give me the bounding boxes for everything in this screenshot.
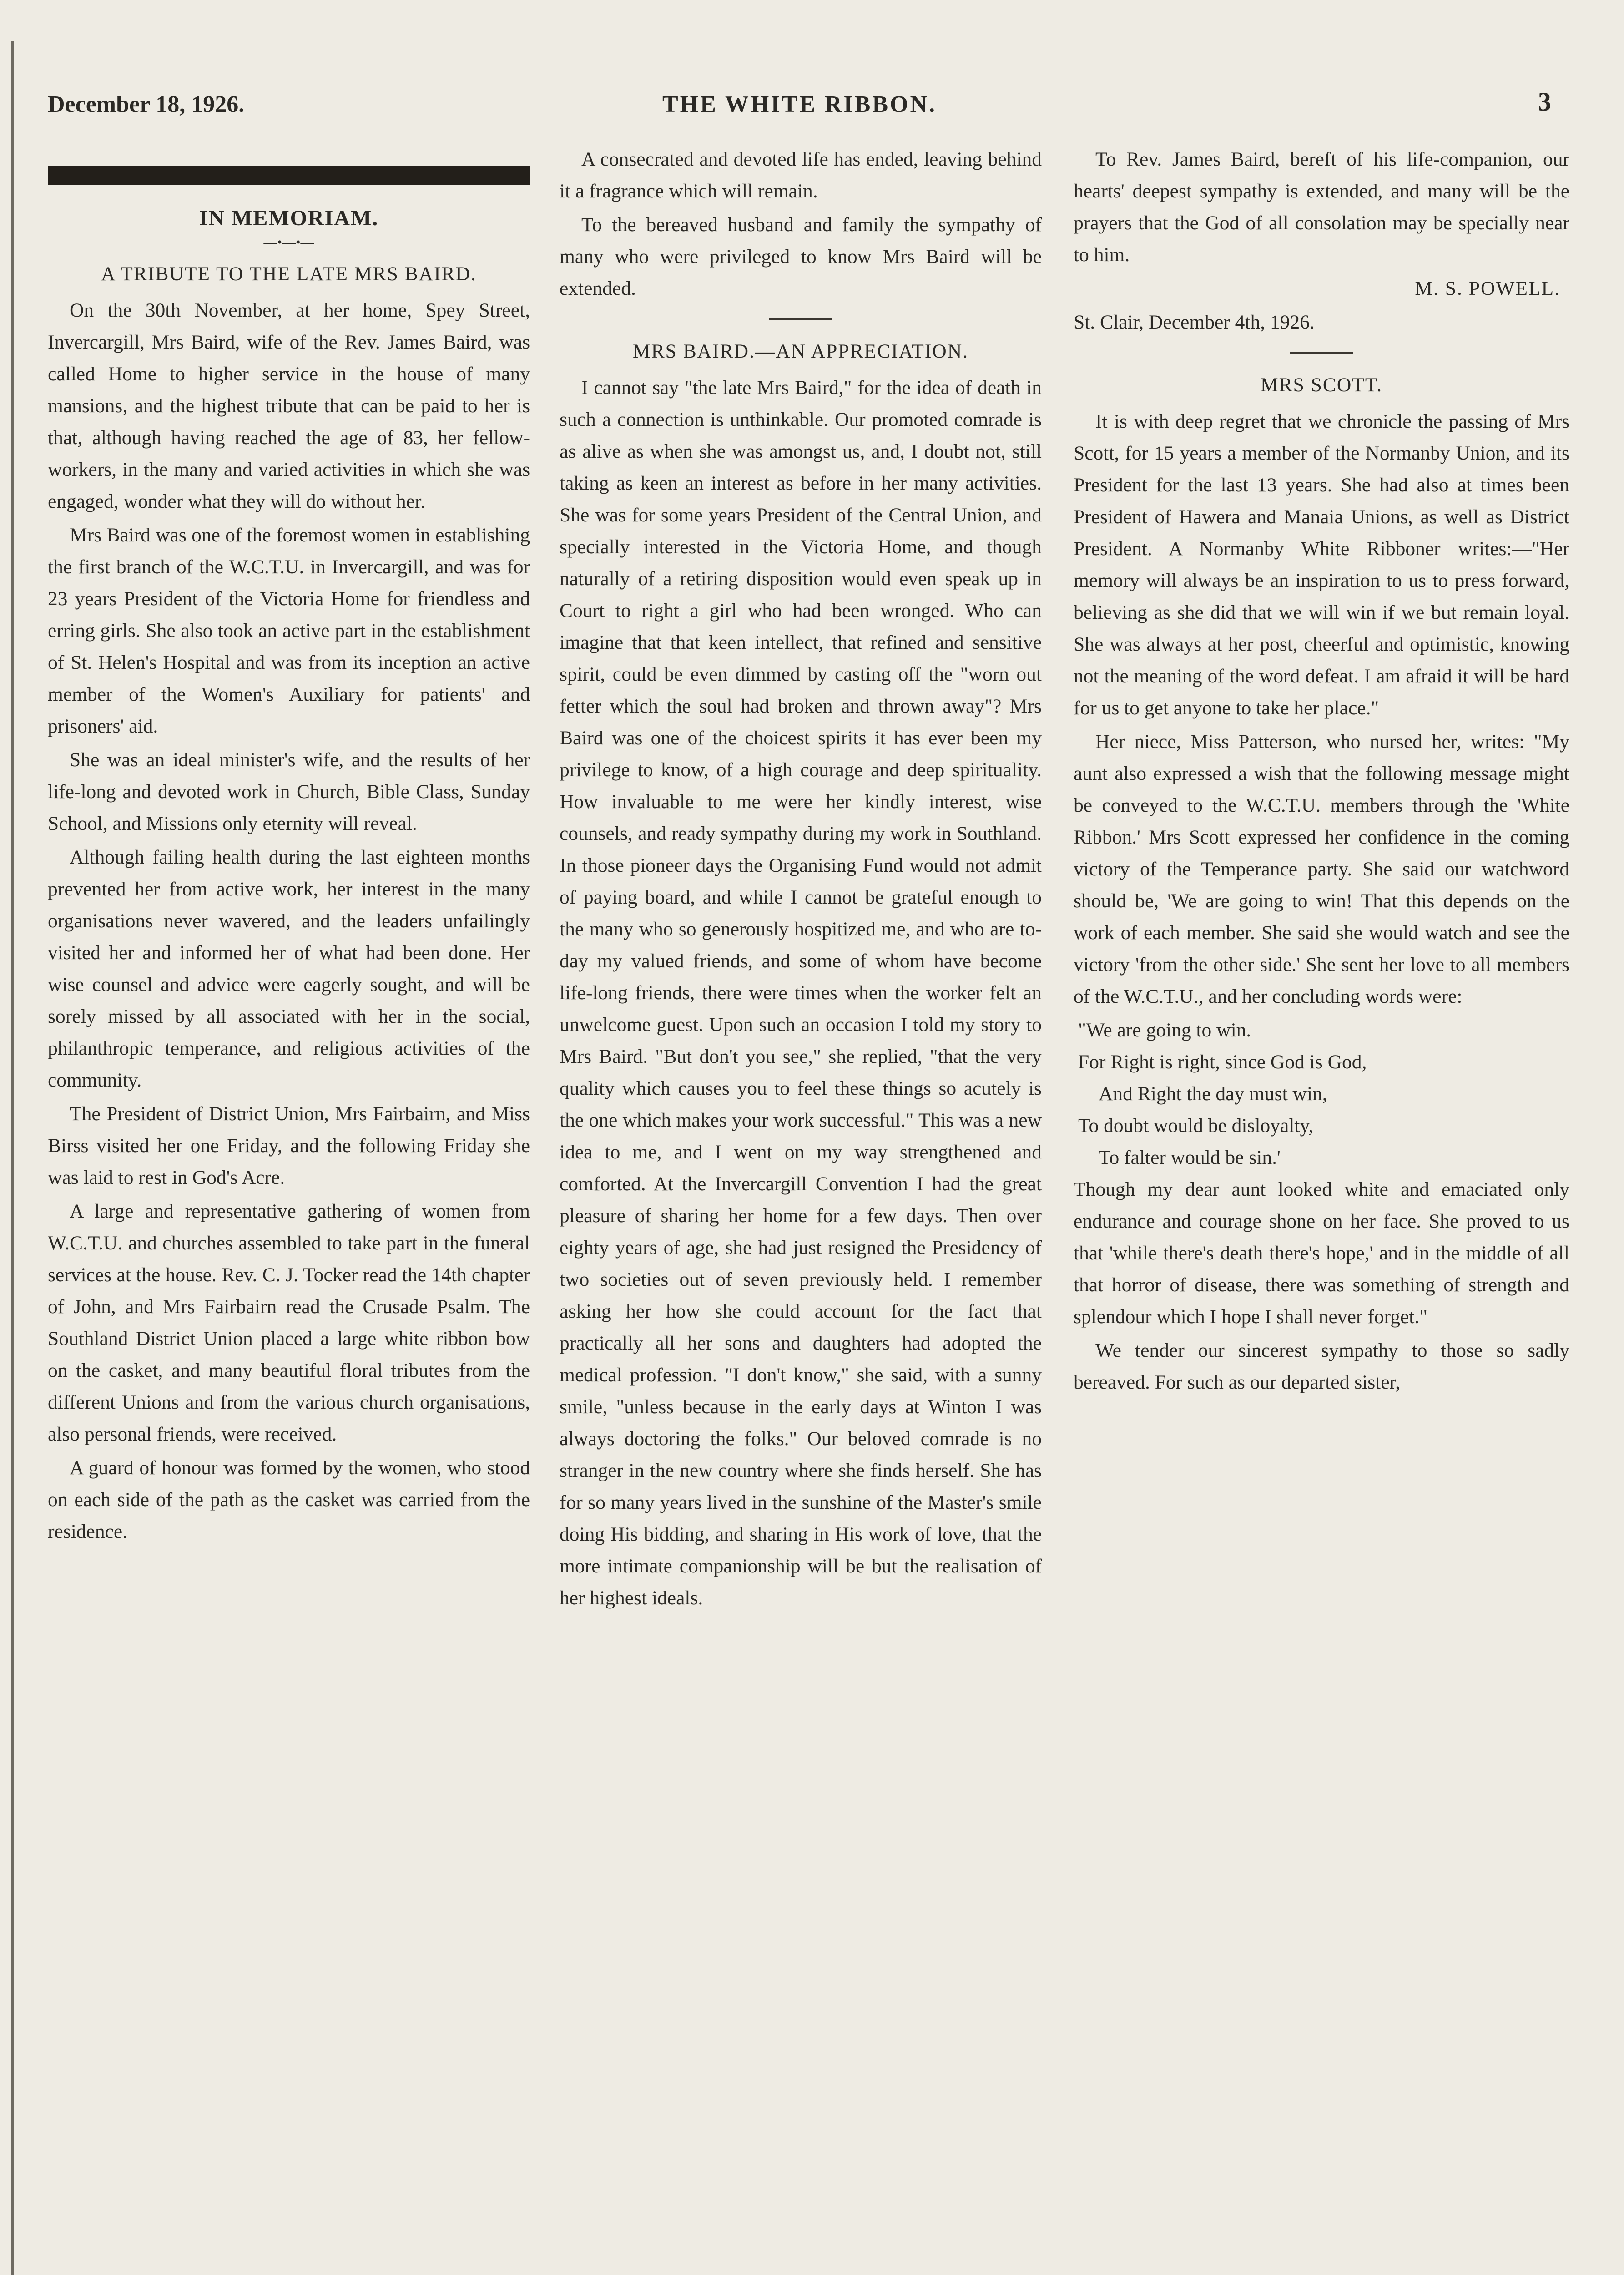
section-separator	[1290, 352, 1353, 354]
heading-ornament: —•—•—	[263, 235, 314, 250]
verse-line: For Right is right, since God is God,	[1078, 1051, 1367, 1073]
memoriam-paragraph: The President of District Union, Mrs Fairbairn, and Miss Birss visited her one Friday, and the following Friday she was laid to rest in God's Acre.	[48, 1103, 530, 1188]
page-edge	[11, 41, 14, 2275]
place-date: St. Clair, December 4th, 1926.	[1074, 311, 1315, 333]
appreciation-paragraph: I cannot say "the late Mrs Baird," for the idea of death in such a connection is unthinkable. Our promoted comrade is as alive as when she was amongst us, and, I doubt not, still taking as keen an interest as before in her many activities. She was for some years President of the Central Union, and specially interested in the Victoria Home, and though naturally of a retiring disposition would even speak up in Court to right a girl who had been wronged. Who can imagine that that keen intellect, that refined and sensitive spirit, could be even dimmed by casting off the "worn out fetter which the soul had broken and thrown away"? Mrs Baird was one of the choicest spirits it has ever been my privilege to know, of a high courage and deep spirituality. How invaluable to me were her kindly interest, wise counsels, and ready sympathy during my work in Southland. In those pioneer days the Organising Fund would not admit of paying board, and while I cannot be grateful enough to the many who so generously hospitized me, and who are to-day my valued friends, and some of whom have become life-long friends, there were times when the worker felt an unwelcome guest. Upon such an occasion I told my story to Mrs Baird. "But don't you see," she replied, "that the very quality which causes you to feel these things so acutely is the one which makes your work successful." This was a new idea to me, and I went on my way strengthened and comforted. At the Invercargill Convention I had the great pleasure of sharing her home for a few days. Then over eighty years of age, she had just resigned the Presidency of two societies out of seven previously held. I remember asking her how she could account for the fact that practically all her sons and daughters had adopted the medical profession. "I don't know," she said, with a sunny smile, "unless because in the early days at Winton I was always doctoring the folks." Our beloved comrade is no stranger in the new country where she finds herself. She has for so many years lived in the sunshine of the Master's smile doing His bidding, and sharing in His work of love, that the more intimate companionship will be but the realisation of her highest ideals.	[560, 377, 1042, 1609]
tribute-subheading: A TRIBUTE TO THE LATE MRS BAIRD.	[101, 263, 477, 285]
memoriam-closing-paragraph: To the bereaved husband and family the sympathy of many who were privileged to know Mrs Baird will be extended.	[560, 214, 1042, 299]
author-signature: M. S. POWELL.	[1415, 278, 1560, 299]
scott-paragraph: Her niece, Miss Patterson, who nursed her, writes: "My aunt also expressed a wish that the following message might be conveyed to the W.C.T.U. members through the 'White Ribbon.' Mrs Scott expressed her confidence in the coming victory of the Temperance party. She said our watchword should be, 'We are going to win! That this depends on the work of each member. She said she would watch and see the victory 'from the other side.' She sent her love to all members of the W.C.T.U., and her concluding words were:	[1074, 731, 1569, 1007]
column-2	[560, 143, 1042, 2275]
verse-line: And Right the day must win,	[1099, 1083, 1327, 1105]
memoriam-heading: IN MEMORIAM.	[199, 206, 379, 230]
black-rule	[48, 166, 530, 185]
column-1	[48, 162, 530, 2275]
memoriam-paragraph: Although failing health during the last eighteen months prevented her from active work, her interest in the many organisations never wavered, and the leaders unfailingly visited her and informed her of what had been done. Her wise counsel and advice were eagerly sought, and will be sorely missed by all associated with her in the social, philanthropic temperance, and religious activities of the community.	[48, 846, 530, 1091]
scott-heading: MRS SCOTT.	[1260, 374, 1383, 396]
page-number: 3	[1538, 87, 1551, 116]
scott-closing: We tender our sincerest sympathy to those so sadly bereaved. For such as our departed sister,	[1074, 1340, 1569, 1393]
verse-line: "We are going to win.	[1078, 1019, 1251, 1041]
verse-line: To falter would be sin.'	[1099, 1147, 1281, 1168]
section-separator	[769, 318, 832, 320]
scott-paragraph: Though my dear aunt looked white and emaciated only endurance and courage shone on her face. She proved to us that 'while there's death there's hope,' and in the middle of all that horror of disease, there was something of strength and splendour which I hope I shall never forget."	[1074, 1178, 1569, 1328]
memoriam-paragraph: On the 30th November, at her home, Spey Street, Invercargill, Mrs Baird, wife of the Rev. James Baird, was called Home to higher service in the house of many mansions, and the highest tribute that can be paid to her is that, although having reached the age of 83, her fellow-workers, in the many and varied activities in which she was engaged, wonder what they will do without her.	[48, 299, 530, 512]
scott-paragraph: It is with deep regret that we chronicle the passing of Mrs Scott, for 15 years a member of the Normanby Union, and its President for the last 13 years. She had also at times been President of Hawera and Manaia Unions, as well as District President. A Normanby White Ribboner writes:—"Her memory will always be an inspiration to us to press forward, believing as she did that we will win if we but remain loyal. She was always at her post, cheerful and optimistic, knowing not the meaning of the word defeat. I am afraid it will be hard for us to get anyone to take her place."	[1074, 410, 1569, 719]
column-3	[1074, 143, 1569, 2275]
appreciation-paragraph: To Rev. James Baird, bereft of his life-companion, our hearts' deepest sympathy is extended, and many will be the prayers that the God of all consolation may be specially near to him.	[1074, 148, 1569, 266]
memoriam-paragraph: A guard of honour was formed by the women, who stood on each side of the path as the casket was carried from the residence.	[48, 1457, 530, 1542]
verse-line: To doubt would be disloyalty,	[1078, 1115, 1314, 1137]
newspaper-title: THE WHITE RIBBON.	[662, 91, 937, 117]
memoriam-paragraph: Mrs Baird was one of the foremost women in establishing the first branch of the W.C.T.U. in Invercargill, and was for 23 years President of the Victoria Home for friendless and erring girls. She also took an active part in the establishment of St. Helen's Hospital and was from its inception an active member of the Women's Auxiliary for patients' and prisoners' aid.	[48, 524, 530, 737]
page-header	[48, 86, 1551, 127]
memoriam-paragraph: She was an ideal minister's wife, and the results of her life-long and devoted work in Church, Bible Class, Sunday School, and Missions only eternity will reveal.	[48, 749, 530, 834]
memoriam-closing-paragraph: A consecrated and devoted life has ended, leaving behind it a fragrance which will remain.	[560, 148, 1042, 202]
memoriam-paragraph: A large and representative gathering of women from W.C.T.U. and churches assembled to take part in the funeral services at the house. Rev. C. J. Tocker read the 14th chapter of John, and Mrs Fairbairn read the Crusade Psalm. The Southland District Union placed a large white ribbon bow on the casket, and many beautiful floral tributes from the different Unions and from the various church organisations, also personal friends, were received.	[48, 1200, 530, 1445]
issue-date: December 18, 1926.	[48, 91, 245, 117]
appreciation-heading: MRS BAIRD.—AN APPRECIATION.	[632, 340, 969, 362]
